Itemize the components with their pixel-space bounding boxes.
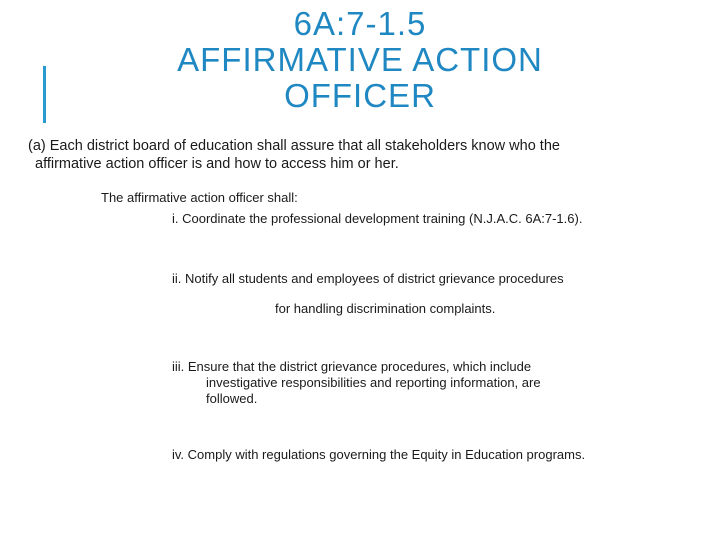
page-title [100, 6, 620, 114]
title-line-1: 6A:7-1.5 [293, 5, 427, 42]
intro-line-2: affirmative action officer is and how to access him or her. [35, 156, 399, 172]
list-item-iv: iv. Comply with regulations governing the Equity in Education programs. [172, 447, 586, 462]
list-item-iii-line-1: iii. Ensure that the district grievance procedures, which include [172, 359, 532, 374]
list-item-ii-continued: for handling discrimination complaints. [275, 301, 496, 316]
lead-sentence: The affirmative action officer shall: [101, 190, 298, 205]
intro-line-1: (a) Each district board of education shall assure that all stakeholders know who the [28, 138, 560, 154]
accent-bar [43, 66, 46, 123]
title-line-2: AFFIRMATIVE ACTION [177, 41, 543, 78]
intro-paragraph [28, 137, 668, 173]
list-item-iii [172, 359, 541, 407]
list-item-i: i. Coordinate the professional development training (N.J.A.C. 6A:7-1.6). [172, 211, 583, 226]
list-item-ii: ii. Notify all students and employees of district grievance procedures [172, 271, 564, 286]
title-line-3: OFFICER [284, 77, 436, 114]
list-item-iii-line-3: followed. [206, 391, 258, 406]
list-item-iii-line-2: investigative responsibilities and reporting information, are [206, 375, 541, 390]
